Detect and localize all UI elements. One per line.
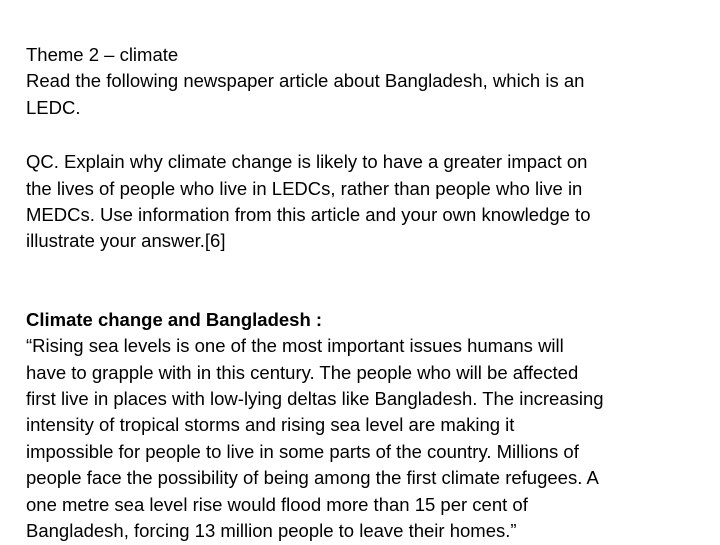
spacer [26,121,706,149]
theme-line: Theme 2 – climate [26,44,179,65]
document-page [26,42,706,545]
question-block [26,149,706,255]
header-block [26,42,706,121]
article-block [26,307,706,545]
question-text: QC. Explain why climate change is likely to have a greater impact on the lives of people who live in LEDCs, rather than people who live in MEDCs. Use information from this article and your own knowledge to illustrate your answer.[6] [26,151,591,252]
intro-text: Read the following newspaper article about Bangladesh, which is an LEDC. [26,70,585,118]
article-body: “Rising sea levels is one of the most important issues humans will have to grapple with in this century. The people who will be affected first live in places with low-lying deltas like Bangladesh. The increasing intensity of tropical storms and rising sea level are making it impossible for people to live in some parts of the country. Millions of people face the possibility of being among the first climate refugees. A one metre sea level rise would flood more than 15 per cent of Bangladesh, forcing 13 million people to leave their homes.” [26,335,604,542]
article-title: Climate change and Bangladesh : [26,308,323,330]
spacer [26,255,706,307]
